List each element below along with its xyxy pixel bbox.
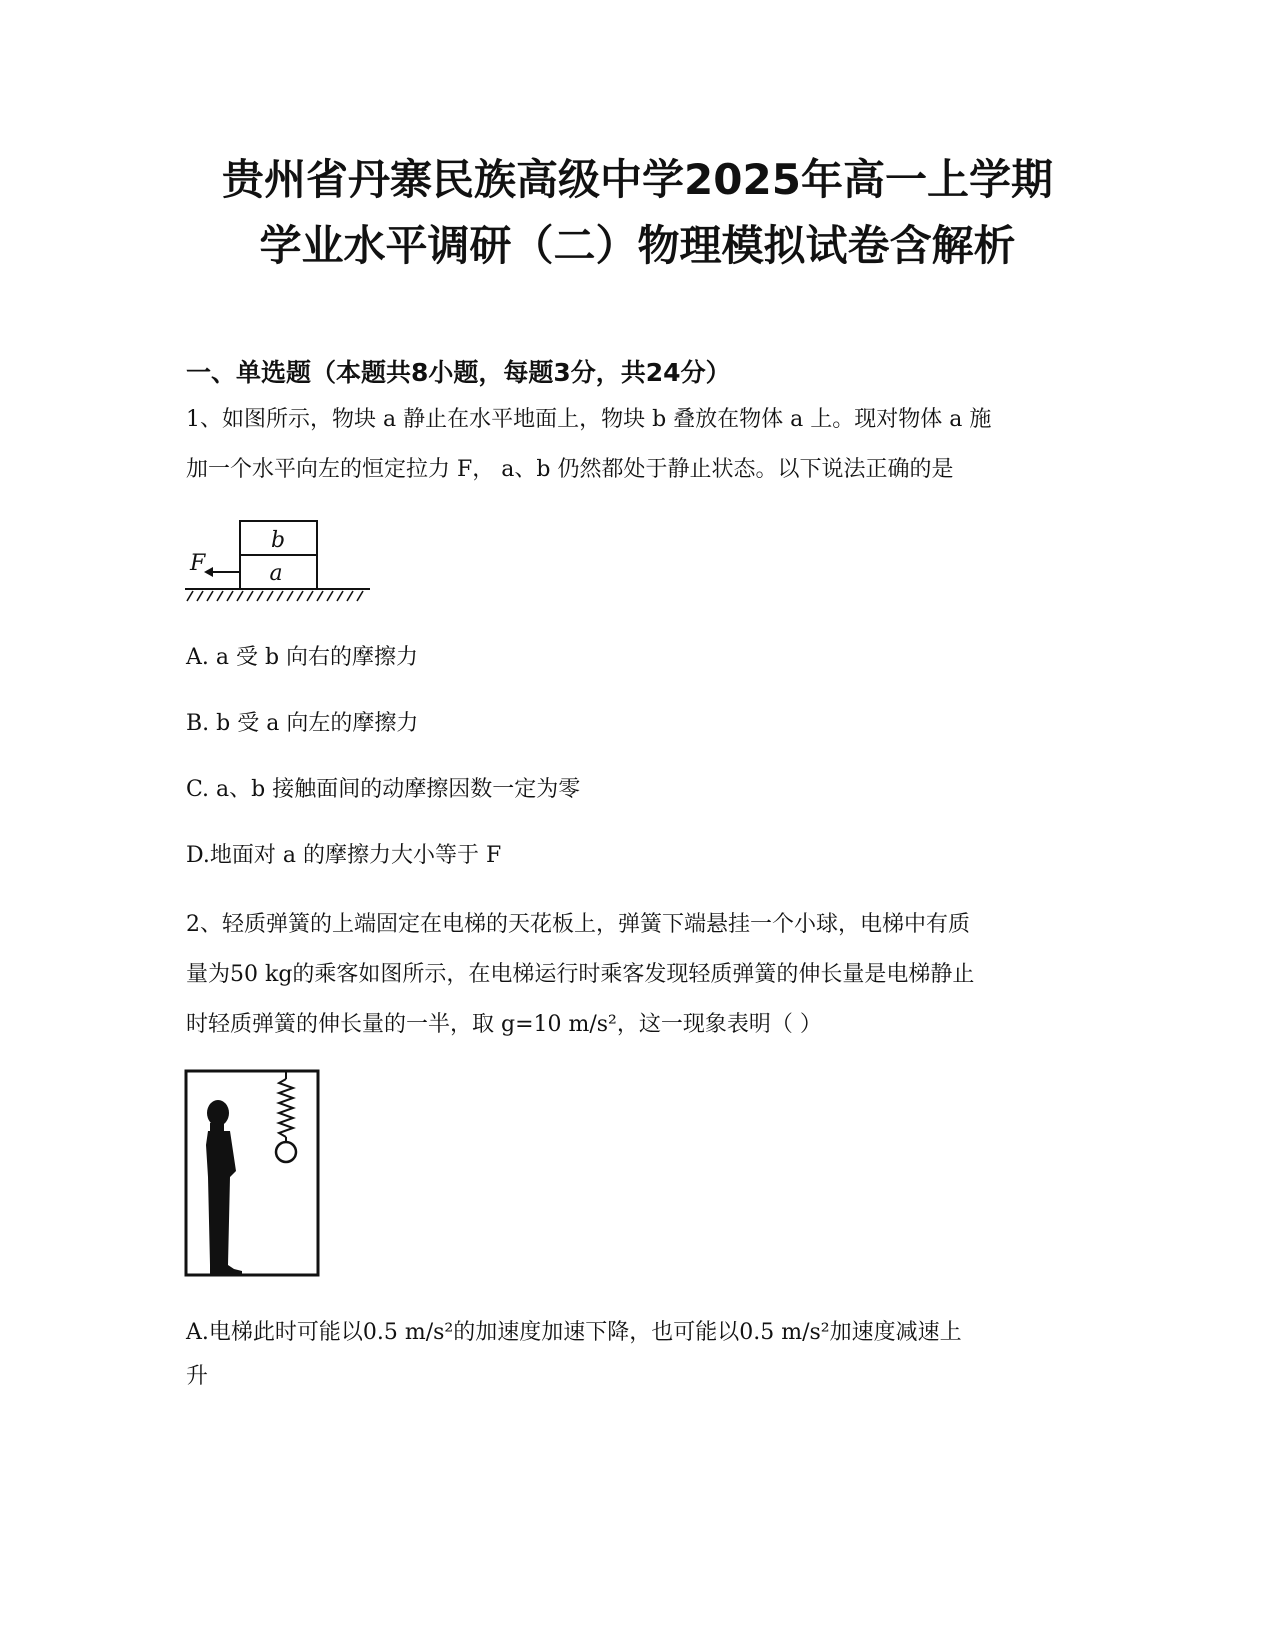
question-1-stem (186, 395, 1086, 495)
ground-hatching (187, 591, 363, 601)
question-1-stem-line-2: 加一个水平向左的恒定拉力 F， a、b 仍然都处于静止状态。以下说法正确的是 (186, 457, 954, 482)
spring (279, 1071, 293, 1141)
block-a-label: a (269, 561, 283, 586)
question-2-stem-line-3: 时轻质弹簧的伸长量的一半，取 g=10 m/s²，这一现象表明（ ） (186, 1012, 822, 1037)
hanging-ball (276, 1142, 296, 1162)
question-1-option-c[interactable]: C. a、b 接触面间的动摩擦因数一定为零 (186, 777, 581, 802)
question-2-option-a-line-1[interactable]: A.电梯此时可能以0.5 m/s²的加速度加速下降，也可能以0.5 m/s²加速度减速上 (186, 1320, 962, 1345)
force-label: F (190, 551, 206, 576)
question-1-stem-line-1: 1、如图所示，物块 a 静止在水平地面上，物块 b 叠放在物体 a 上。现对物体 a 施 (186, 407, 992, 432)
page-title-line-1: 贵州省丹寨民族高级中学2025年高一上学期 (222, 155, 1053, 204)
elevator-frame (186, 1071, 318, 1275)
question-2-stem-line-2: 量为50 kg的乘客如图所示，在电梯运行时乘客发现轻质弹簧的伸长量是电梯静止 (186, 962, 975, 987)
question-2-figure-elevator (180, 1065, 330, 1283)
question-2-option-a-line-2[interactable]: 升 (186, 1364, 209, 1389)
question-1-option-b[interactable]: B. b 受 a 向左的摩擦力 (186, 711, 419, 736)
question-1-option-a[interactable]: A. a 受 b 向右的摩擦力 (186, 645, 419, 670)
question-1-option-d[interactable]: D.地面对 a 的摩擦力大小等于 F (186, 843, 502, 868)
question-1-figure-blocks (180, 515, 380, 610)
block-b-label: b (270, 528, 286, 553)
passenger-silhouette (206, 1100, 242, 1275)
question-2-stem (186, 900, 1086, 1050)
page-title-line-2: 学业水平调研（二）物理模拟试卷含解析 (259, 221, 1016, 270)
question-2-stem-line-1: 2、轻质弹簧的上端固定在电梯的天花板上，弹簧下端悬挂一个小球，电梯中有质 (186, 912, 970, 937)
force-arrow-head (204, 567, 213, 577)
section-heading: 一、单选题（本题共8小题，每题3分，共24分） (186, 358, 731, 387)
